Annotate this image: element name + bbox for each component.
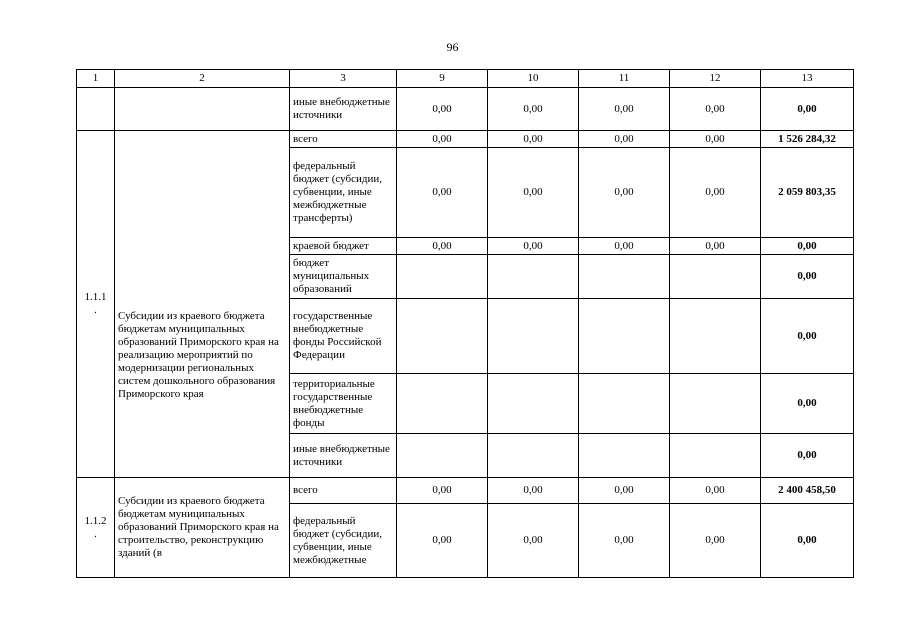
value-cell: 0,00 [670,131,761,148]
value-cell [579,434,670,478]
value-cell [670,255,761,299]
value-cell: 0,00 [670,238,761,255]
source-cell: иные внебюджетные источники [290,88,397,131]
value-cell: 0,00 [670,478,761,504]
total-cell: 0,00 [761,255,854,299]
value-cell: 0,00 [488,238,579,255]
value-cell [397,434,488,478]
header-cell: 10 [488,70,579,88]
total-cell: 1 526 284,32 [761,131,854,148]
table-row [77,88,854,131]
header-cell: 9 [397,70,488,88]
total-cell: 0,00 [761,504,854,578]
value-cell: 0,00 [579,504,670,578]
value-cell: 0,00 [670,504,761,578]
total-cell: 0,00 [761,434,854,478]
source-cell: государственные внебюджетные фонды Российской Федерации [290,299,397,374]
description-cell [115,88,290,131]
value-cell: 0,00 [397,478,488,504]
value-cell [488,255,579,299]
value-cell [670,299,761,374]
header-cell: 3 [290,70,397,88]
budget-table [76,69,854,578]
source-cell: иные внебюджетные источники [290,434,397,478]
value-cell: 0,00 [488,478,579,504]
value-cell: 0,00 [670,88,761,131]
source-cell: всего [290,131,397,148]
value-cell: 0,00 [579,478,670,504]
source-cell: федеральный бюджет (субсидии, субвенции, иные межбюджетные [290,504,397,578]
header-cell: 1 [77,70,115,88]
value-cell: 0,00 [397,504,488,578]
value-cell: 0,00 [488,88,579,131]
value-cell: 0,00 [579,88,670,131]
total-cell: 0,00 [761,238,854,255]
value-cell: 0,00 [397,131,488,148]
total-cell: 2 059 803,35 [761,148,854,238]
total-cell: 0,00 [761,88,854,131]
value-cell [579,299,670,374]
value-cell: 0,00 [488,148,579,238]
total-cell: 0,00 [761,374,854,434]
item-code: 1.1.1 . [77,131,115,478]
value-cell [397,299,488,374]
total-cell: 0,00 [761,299,854,374]
code-cell [77,88,115,131]
value-cell: 0,00 [397,238,488,255]
header-cell: 2 [115,70,290,88]
value-cell [488,299,579,374]
item-description: Субсидии из краевого бюджета бюджетам муниципальных образований Приморского края на реализацию мероприятий по модернизации региональных систем дошкольного образования Приморского края [115,131,290,478]
value-cell: 0,00 [397,88,488,131]
header-cell: 13 [761,70,854,88]
table-row [77,478,854,504]
page-number: 96 [446,40,459,54]
item-description: Субсидии из краевого бюджета бюджетам муниципальных образований Приморского края на строительство, реконструкцию зданий (в [115,478,290,578]
header-cell: 12 [670,70,761,88]
value-cell: 0,00 [579,238,670,255]
value-cell [397,374,488,434]
value-cell [670,434,761,478]
value-cell [488,374,579,434]
source-cell: бюджет муниципальных образований [290,255,397,299]
header-row [77,70,854,88]
source-cell: территориальные государственные внебюджетные фонды [290,374,397,434]
source-cell: краевой бюджет [290,238,397,255]
value-cell: 0,00 [579,148,670,238]
header-cell: 11 [579,70,670,88]
value-cell: 0,00 [488,504,579,578]
value-cell [579,255,670,299]
source-cell: федеральный бюджет (субсидии, субвенции, иные межбюджетные трансферты) [290,148,397,238]
value-cell [488,434,579,478]
total-cell: 2 400 458,50 [761,478,854,504]
value-cell [670,374,761,434]
value-cell [579,374,670,434]
value-cell: 0,00 [579,131,670,148]
table-row [77,131,854,148]
item-code: 1.1.2 . [77,478,115,578]
value-cell [397,255,488,299]
value-cell: 0,00 [397,148,488,238]
value-cell: 0,00 [488,131,579,148]
source-cell: всего [290,478,397,504]
value-cell: 0,00 [670,148,761,238]
